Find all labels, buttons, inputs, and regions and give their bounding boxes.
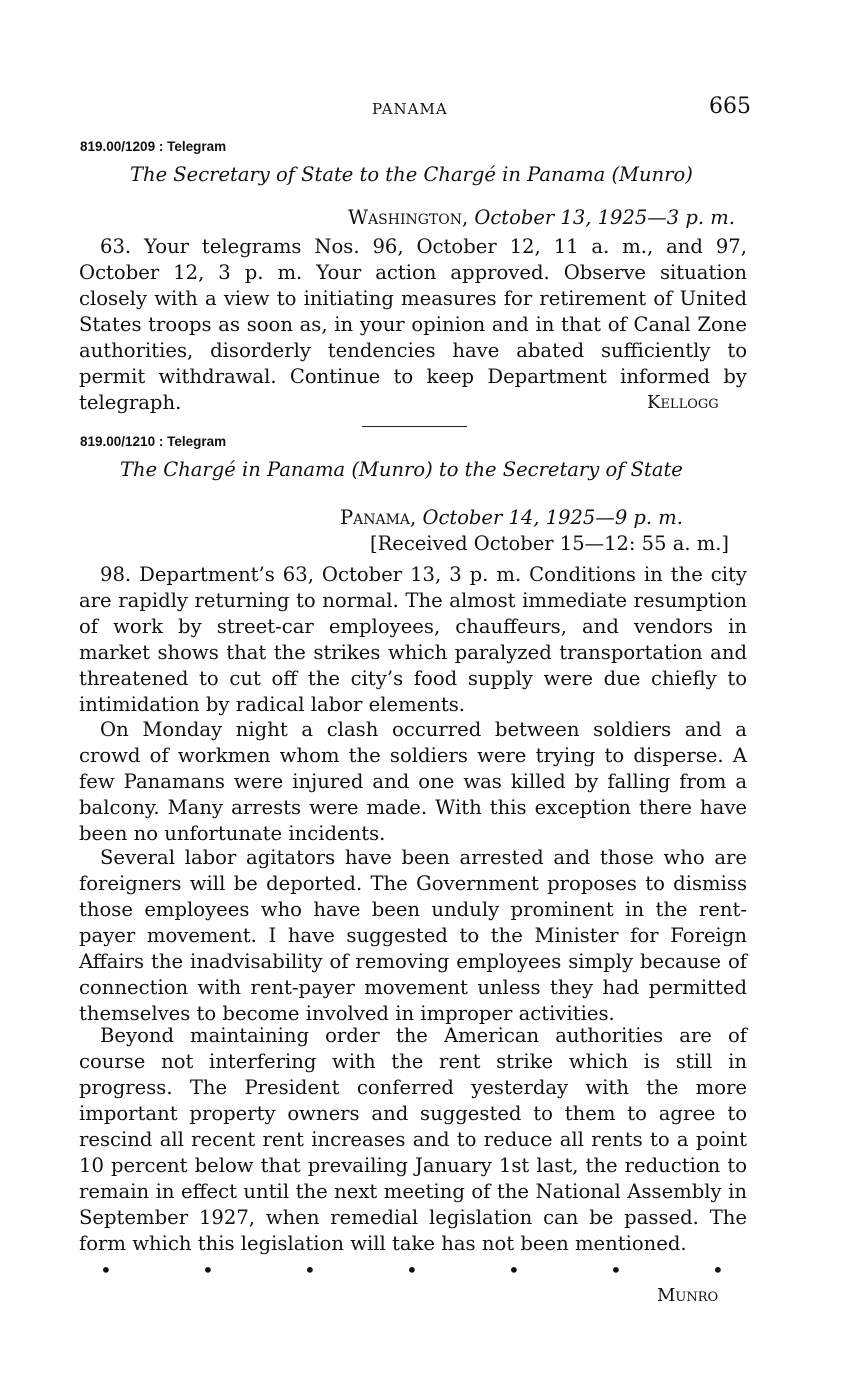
ellipsis-dot: • <box>100 1258 112 1282</box>
ellipsis-dot: • <box>610 1258 622 1282</box>
ellipsis-dot: • <box>508 1258 520 1282</box>
doc2-file-id: 819.00/1210 : Telegram <box>80 434 227 449</box>
doc2-signature: Munro <box>657 1285 719 1306</box>
doc1-date: October 13, 1925—3 p. m. <box>474 206 735 229</box>
doc2-dateline <box>340 506 683 529</box>
doc2-place: Panama, <box>340 506 417 529</box>
doc2-paragraph-2: On Monday night a clash occurred between soldiers and a crowd of workmen whom the soldiers were trying to disperse. A few Panamans were injured and one was killed by falling from a balcony. Many arrests were made. With this exception there have been no unfortunate incidents. <box>79 718 747 845</box>
section-divider <box>362 426 467 427</box>
doc1-place: Washington, <box>348 206 469 229</box>
doc2-received: [Received October 15—12: 55 a. m.] <box>370 532 730 555</box>
doc2-paragraph-4: Beyond maintaining order the American authorities are of course not interfering with the rent strike which is still in progress. The President conferred yesterday with the more important property owners and suggested to them to agree to rescind all recent rent increases and to reduce all rents to a point 10 percent below that prevailing January 1st last, the reduction to remain in effect until the next meeting of the National Assembly in September 1927, when remedial legislation can be passed. The form which this legislation will take has not been mentioned. <box>79 1024 747 1255</box>
running-header-title: PANAMA <box>372 100 448 118</box>
ellipsis-dot: • <box>304 1258 316 1282</box>
doc1-file-id: 819.00/1209 : Telegram <box>80 139 227 154</box>
ellipsis-row <box>100 1258 724 1282</box>
doc2-paragraph-1: 98. Department’s 63, October 13, 3 p. m. Conditions in the city are rapidly returning to normal. The almost immediate resumption of work by street-car employees, chauffeurs, and vendors in market shows that the strikes which paralyzed transportation and threatened to cut off the city’s food supply were due chiefly to intimidation by radical labor elements. <box>79 563 747 716</box>
doc1-body: 63. Your telegrams Nos. 96, October 12, 11 a. m., and 97, October 12, 3 p. m. Your action approved. Observe situation closely with a view to initiating measures for retirement of United States troops as soon as, in your opinion and in that of Canal Zone authorities, disorderly tendencies have abated sufficiently to permit withdrawal. Continue to keep Department informed by telegraph. <box>79 235 747 414</box>
doc2-paragraph-3: Several labor agitators have been arrested and those who are foreigners will be deported. The Government proposes to dismiss those employees who have been unduly prominent in the rent-payer movement. I have suggested to the Minister for Foreign Affairs the inadvisability of removing employees simply because of connection with rent-payer movement unless they had permitted themselves to become involved in improper activities. <box>79 846 747 1025</box>
doc2-date: October 14, 1925—9 p. m. <box>422 506 683 529</box>
ellipsis-dot: • <box>406 1258 418 1282</box>
ellipsis-dot: • <box>202 1258 214 1282</box>
doc1-caption: The Secretary of State to the Chargé in Panama (Munro) <box>130 163 693 186</box>
doc1-signature: Kellogg <box>647 392 719 413</box>
ellipsis-dot: • <box>712 1258 724 1282</box>
doc1-dateline <box>348 206 735 229</box>
doc2-caption: The Chargé in Panama (Munro) to the Secretary of State <box>120 458 683 481</box>
page-number: 665 <box>709 94 751 119</box>
